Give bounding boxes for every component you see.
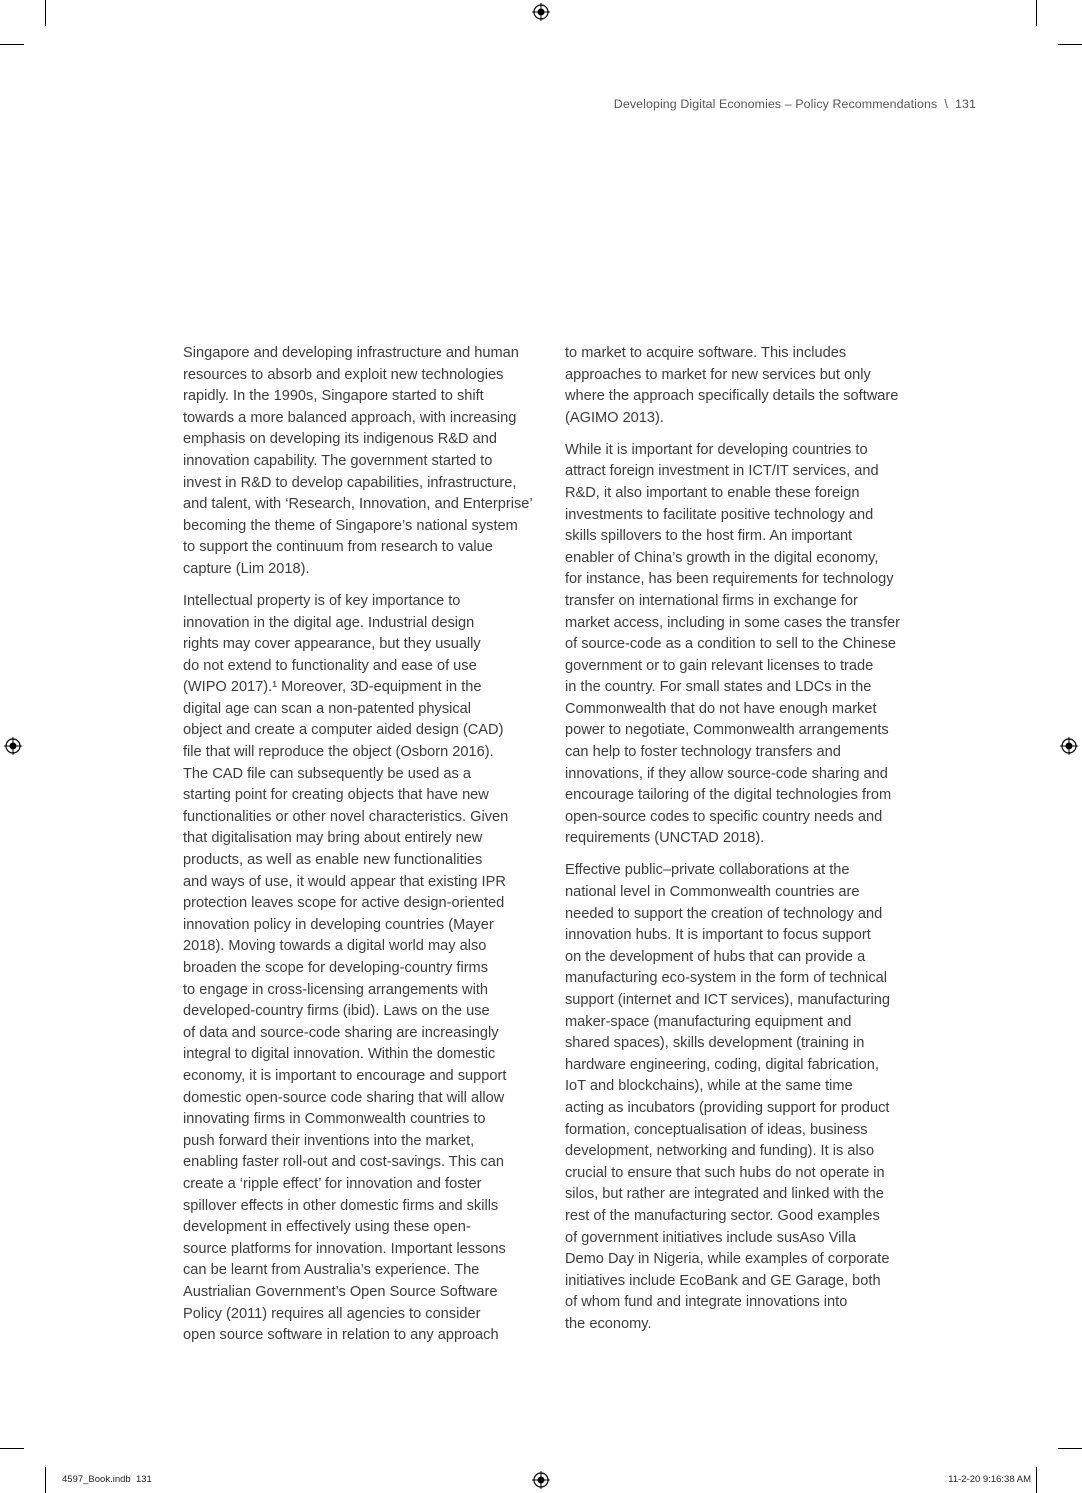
registration-mark-icon — [532, 3, 550, 21]
paragraph: to market to acquire software. This includes approaches to market for new services but only where the approach specifically details the software (AGIMO 2013). — [565, 345, 899, 426]
header-separator: \ — [940, 97, 952, 111]
crop-mark — [0, 1448, 24, 1449]
crop-mark — [0, 44, 24, 45]
crop-mark — [1036, 0, 1037, 26]
registration-mark-icon — [1060, 737, 1078, 755]
running-header — [614, 97, 976, 111]
crop-mark — [45, 0, 46, 26]
registration-mark-icon — [4, 737, 22, 755]
slug-timestamp: 11-2-20 9:16:38 AM — [948, 1474, 1031, 1485]
left-column — [183, 343, 545, 1357]
page-number: 131 — [955, 97, 976, 111]
crop-mark — [1058, 44, 1082, 45]
running-title: Developing Digital Economies – Policy Recommendations — [613, 97, 938, 111]
slug-file-name: 4597_Book.indb — [62, 1474, 131, 1485]
paragraph: While it is important for developing countries to attract foreign investment in ICT/IT services, and R&D, it also important to enable these foreign investments to facilitate positive technology and skills spillovers to the host firm. An important enabler of China’s growth in the digital economy, for instance, has been requirements for technology transfer on international firms in exchange for market access, including in some cases the transfer of source-code as a condition to sell to the Chinese government or to gain relevant licenses to trade in the country. For small states and LDCs in the Commonwealth that do not have enough market power to negotiate, Commonwealth arrangements can help to foster technology transfers and innovations, if they allow source-code sharing and encourage tailoring of the digital technologies from open-source codes to specific country needs and requirements (UNCTAD 2018). — [565, 441, 900, 847]
crop-mark — [1036, 1467, 1037, 1493]
paragraph: Intellectual property is of key importance to innovation in the digital age. Industrial design rights may cover appearance, but they usually do not extend to functionality and ease of use (WIPO 2017).¹ Moreover, 3D-equipment in the digital age can scan a non-patented physical object and create a computer aided design (CAD) file that will reproduce the object (Osborn 2016). The CAD file can subsequently be used as a starting point for creating objects that have new functionalities or other novel characteristics. Given that digitalisation may bring about entirely new products, as well as enable new functionalities and ways of use, it would appear that existing IPR protection leaves scope for active design-oriented innovation policy in developing countries (Mayer 2018). Moving towards a digital world may also broaden the scope for developing-country firms to engage in cross-licensing arrangements with developed-country firms (ibid). Laws on the use of data and source-code sharing are increasingly integral to digital innovation. Within the domestic economy, it is important to encourage and support domestic open-source code sharing that will allow innovating firms in Commonwealth countries to push forward their inventions into the market, enabling faster roll-out and cost-savings. This can create a ‘ripple effect’ for innovation and foster spillover effects in other domestic firms and skills development in effectively using these open- source platforms for innovation. Important lessons can be learnt from Australia’s experience. The Austrialian Government’s Open Source Software Policy (2011) requires all agencies to consider open source software in relation to any approach — [183, 592, 509, 1344]
crop-mark — [45, 1467, 46, 1493]
paragraph: Effective public–private collaborations at the national level in Commonwealth countries are needed to support the creation of technology and innovation hubs. It is important to focus support on the development of hubs that can provide a manufacturing eco-system in the form of technical support (internet and ICT services), manufacturing maker-space (manufacturing equipment and shared spaces), skills development (training in hardware engineering, coding, digital fabrication, IoT and blockchains), while at the same time acting as incubators (providing support for product formation, conceptualisation of ideas, business development, networking and funding). It is also crucial to ensure that such hubs do not operate in silos, but rather are integrated and linked with the rest of the manufacturing sector. Good examples of government initiatives include susAso Villa Demo Day in Nigeria, while examples of corporate initiatives include EcoBank and GE Garage, both of whom fund and integrate innovations into the economy. — [565, 862, 890, 1332]
registration-mark-icon — [532, 1471, 550, 1489]
slug-file-info — [62, 1474, 152, 1485]
paragraph: Singapore and developing infrastructure and human resources to absorb and exploit new technologies rapidly. In the 1990s, Singapore started to shift towards a more balanced approach, with increasing emphasis on developing its indigenous R&D and innovation capability. The government started to invest in R&D to develop capabilities, infrastructure, and talent, with ‘Research, Innovation, and Enterprise’ becoming the theme of Singapore’s national system to support the continuum from research to value capture (Lim 2018). — [183, 345, 533, 577]
right-column — [565, 343, 927, 1346]
slug-page: 131 — [135, 1474, 152, 1485]
crop-mark — [1058, 1448, 1082, 1449]
